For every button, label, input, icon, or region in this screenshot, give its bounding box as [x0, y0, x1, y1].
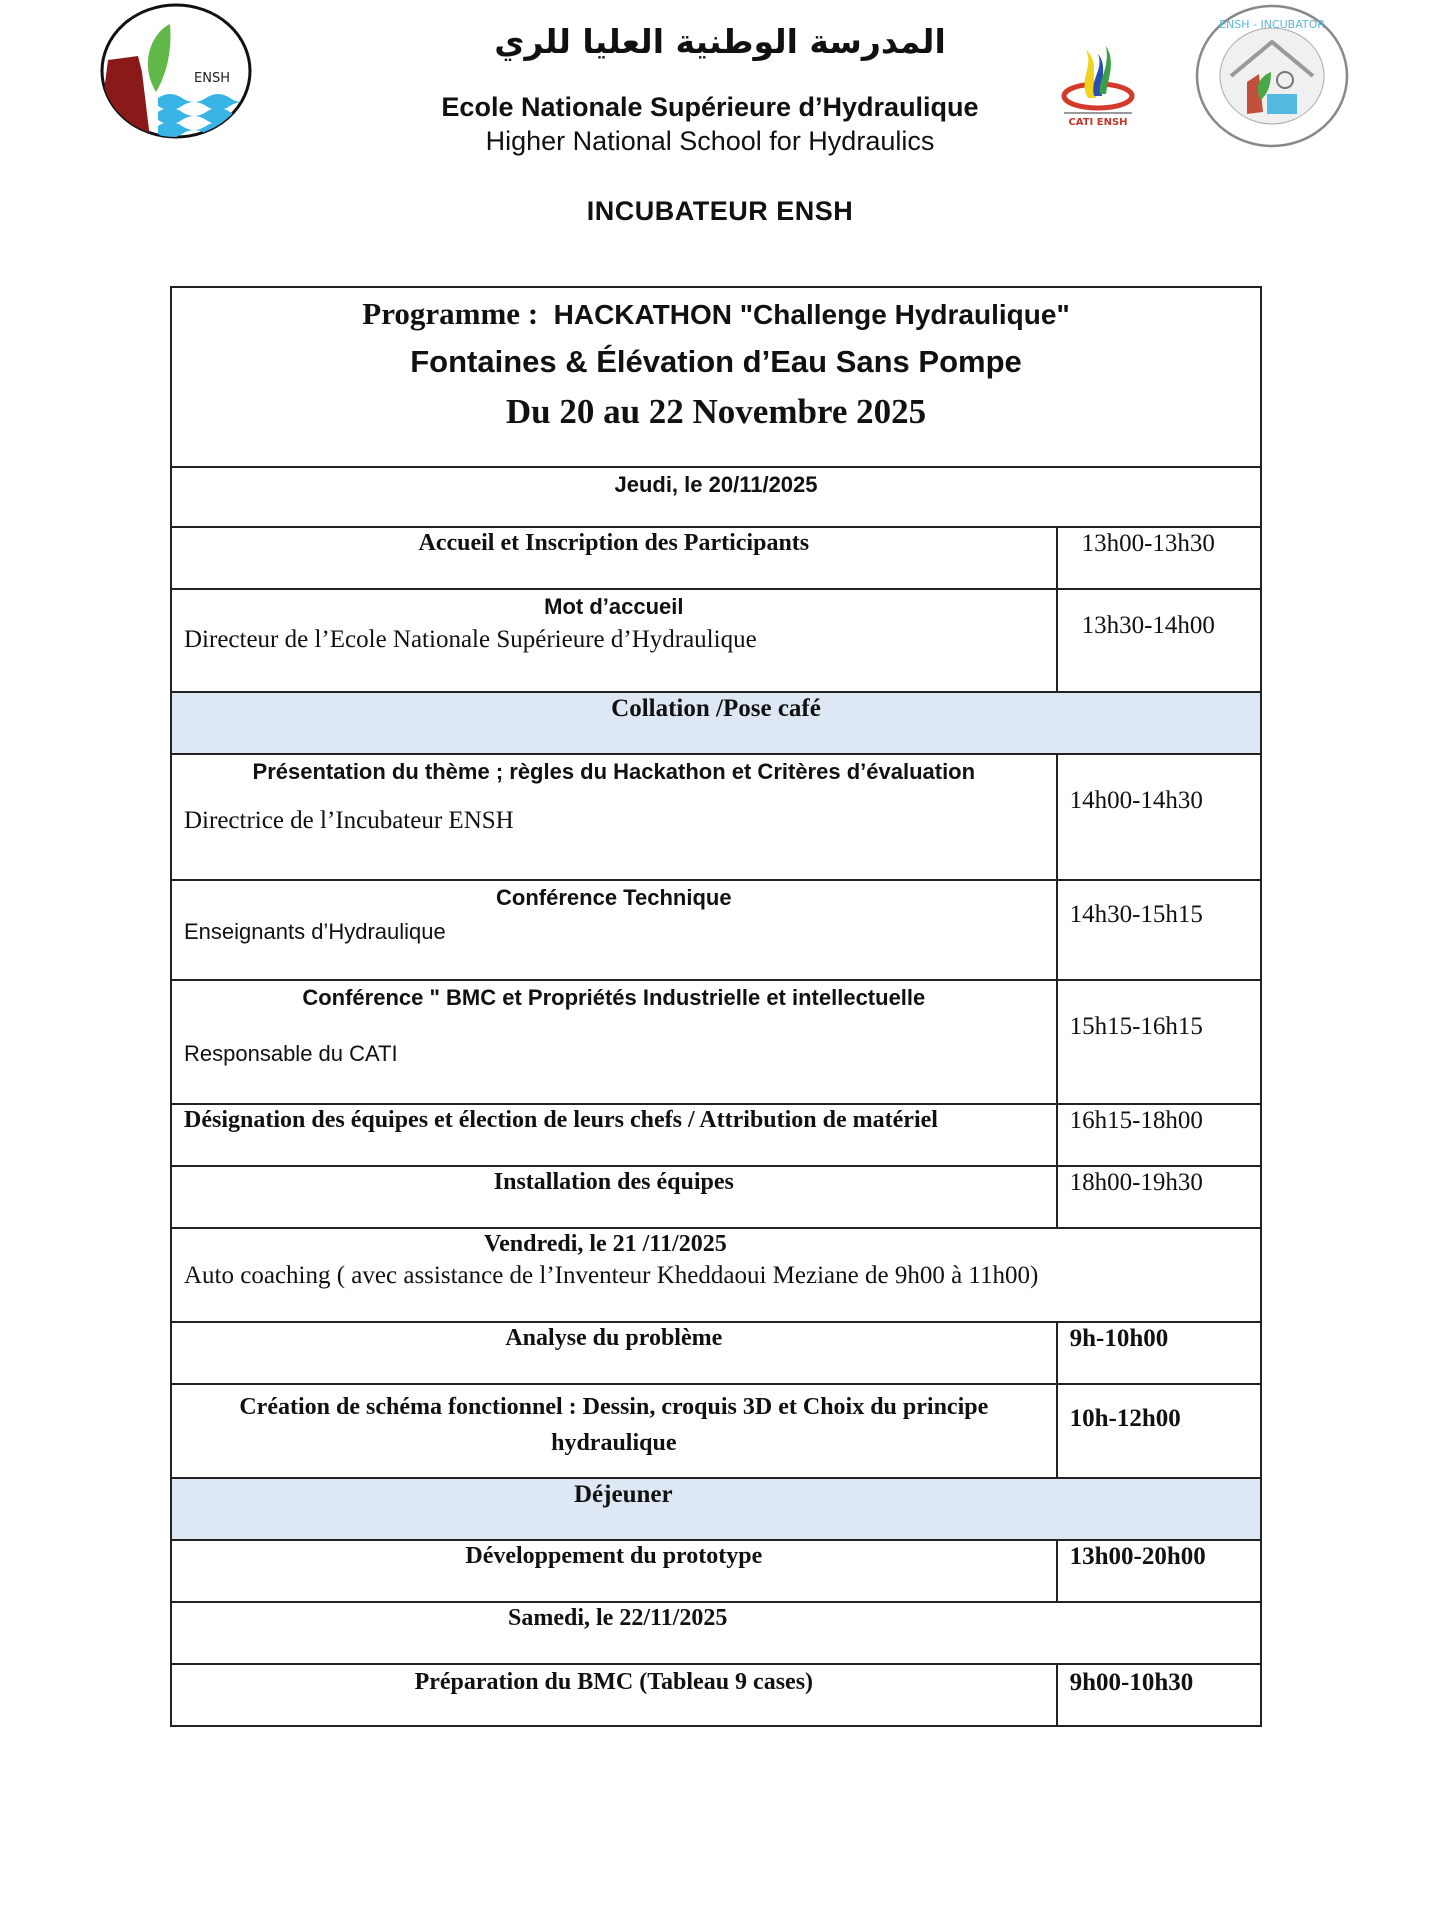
- activity-speaker: Directeur de l’Ecole Nationale Supérieure d’Hydraulique: [184, 626, 757, 653]
- activity-title: Développement du prototype: [465, 1543, 763, 1569]
- programme-title-row: [171, 287, 1261, 467]
- activity-title: Création de schéma fonctionnel : Dessin, croquis 3D et Choix du principe hydraulique: [239, 1394, 989, 1456]
- school-name-arabic: المدرسة الوطنية العليا للري: [494, 22, 946, 61]
- day-label: Samedi, le 22/11/2025: [508, 1605, 728, 1631]
- activity-title: Conférence Technique: [496, 885, 732, 910]
- activity-title: Mot d’accueil: [544, 594, 684, 619]
- time-slot: 16h15-18h00: [1069, 1107, 1203, 1134]
- time-slot: 13h00-20h00: [1069, 1543, 1206, 1570]
- activity-title: Désignation des équipes et élection de leurs chefs / Attribution de matériel: [184, 1107, 938, 1133]
- time-slot: 10h-12h00: [1069, 1405, 1181, 1432]
- table-row: [171, 1540, 1261, 1602]
- svg-text:ENSH: ENSH: [194, 71, 230, 86]
- table-row: [171, 1664, 1261, 1726]
- table-row: [171, 527, 1261, 589]
- activity-title: Présentation du thème ; règles du Hackathon et Critères d’évaluation: [252, 759, 976, 784]
- activity-title: Préparation du BMC (Tableau 9 cases): [414, 1669, 814, 1695]
- incubator-logo-icon: [1193, 2, 1351, 150]
- activity-title: Accueil et Inscription des Participants: [418, 530, 810, 556]
- ensh-logo-icon: [98, 2, 254, 140]
- table-row: [171, 589, 1261, 692]
- time-slot: 14h30-15h15: [1069, 901, 1203, 928]
- table-row: [171, 1104, 1261, 1166]
- time-slot: 13h00-13h30: [1081, 530, 1215, 557]
- svg-text:ENSH - INCUBATOR: ENSH - INCUBATOR: [1219, 18, 1325, 31]
- document-header: [0, 0, 1440, 240]
- table-row: [171, 1384, 1261, 1478]
- table-row: [171, 754, 1261, 880]
- table-row: [171, 1322, 1261, 1384]
- programme-dates: Du 20 au 22 Novembre 2025: [505, 392, 927, 431]
- incubator-title: INCUBATEUR ENSH: [586, 196, 854, 226]
- break-row: [171, 692, 1261, 754]
- time-slot: 18h00-19h30: [1069, 1169, 1203, 1196]
- day-label: Vendredi, le 21 /11/2025: [484, 1231, 727, 1257]
- break-label: Déjeuner: [574, 1481, 673, 1508]
- time-slot: 9h-10h00: [1069, 1325, 1169, 1352]
- activity-title: Installation des équipes: [493, 1169, 734, 1195]
- activity-speaker: Enseignants d’Hydraulique: [184, 919, 446, 944]
- time-slot: 15h15-16h15: [1069, 1013, 1203, 1040]
- table-row: [171, 1166, 1261, 1228]
- day-header-row: [171, 1602, 1261, 1664]
- cati-logo-icon: [1050, 38, 1146, 128]
- activity-speaker: Responsable du CATI: [184, 1041, 398, 1066]
- activity-title: Conférence " BMC et Propriétés Industrielle et intellectuelle: [302, 985, 926, 1010]
- programme-title-line2: Fontaines & Élévation d’Eau Sans Pompe: [410, 344, 1022, 379]
- programme-title-line1: Programme : HACKATHON "Challenge Hydraulique": [362, 296, 1070, 331]
- svg-text:CATI ENSH: CATI ENSH: [1068, 117, 1128, 128]
- programme-table: [170, 286, 1262, 1727]
- day-label: Jeudi, le 20/11/2025: [614, 472, 818, 497]
- time-slot: 13h30-14h00: [1081, 612, 1215, 639]
- break-label: Collation /Pose café: [611, 695, 821, 722]
- table-row: [171, 980, 1261, 1104]
- school-name-english: Higher National School for Hydraulics: [485, 126, 935, 156]
- break-row: [171, 1478, 1261, 1540]
- time-slot: 9h00-10h30: [1069, 1669, 1194, 1696]
- time-slot: 14h00-14h30: [1069, 787, 1203, 814]
- school-name-french: Ecole Nationale Supérieure d’Hydraulique: [441, 92, 979, 122]
- day-header-row: [171, 1228, 1261, 1322]
- table-row: [171, 880, 1261, 980]
- activity-speaker: Directrice de l’Incubateur ENSH: [184, 807, 514, 834]
- day-header-row: [171, 467, 1261, 527]
- activity-title: Analyse du problème: [505, 1325, 723, 1351]
- day-note: Auto coaching ( avec assistance de l’Inventeur Kheddaoui Meziane de 9h00 à 11h00): [184, 1262, 1039, 1289]
